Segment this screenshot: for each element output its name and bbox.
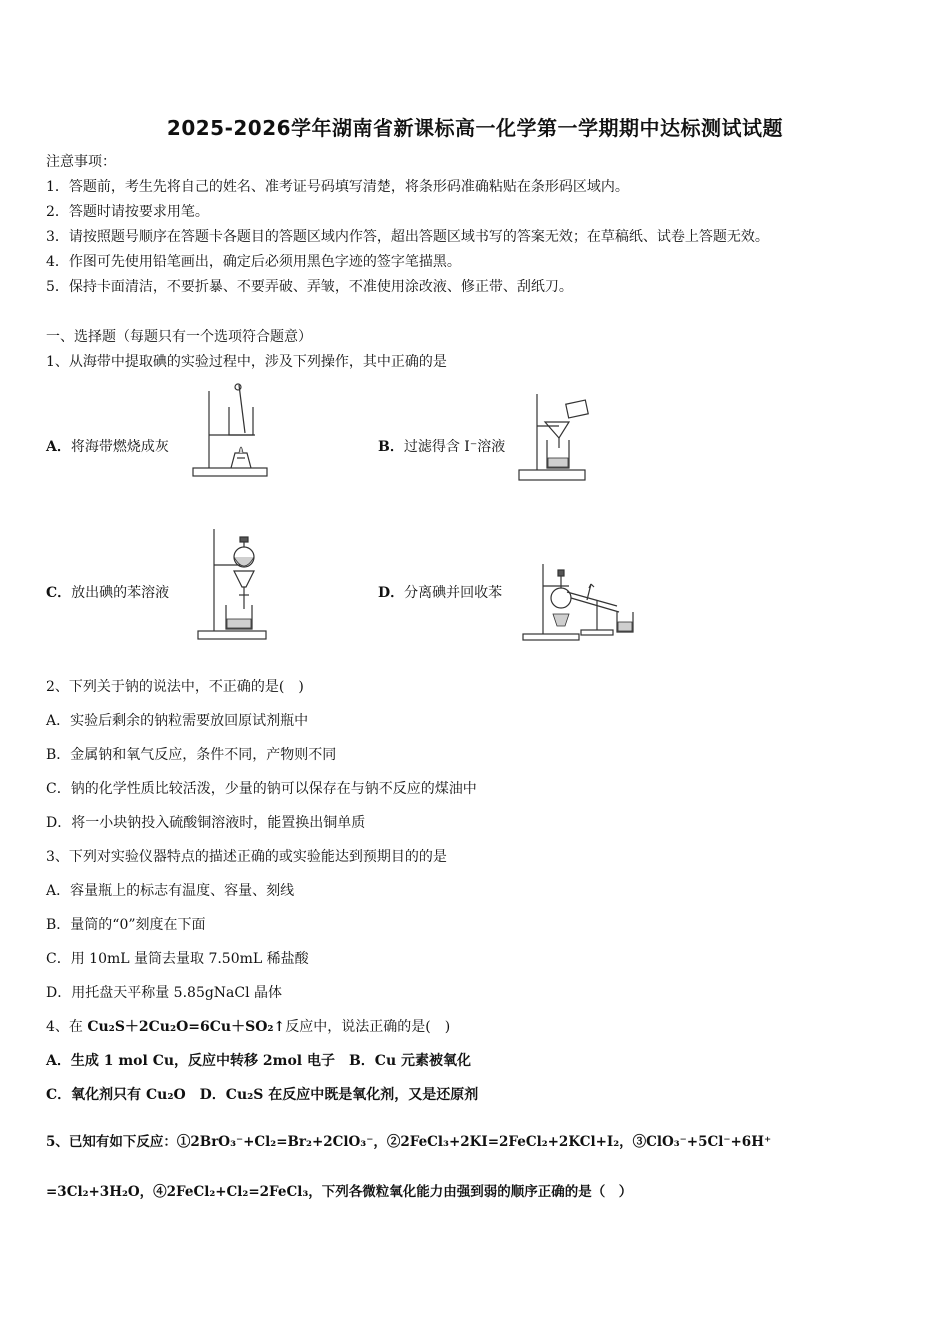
notice-item-3: 3．请按照题号顺序在答题卡各题目的答题区域内作答，超出答题区域书写的答案无效；在草稿纸、试卷上答题无效。	[46, 229, 769, 245]
burning-apparatus-figure	[193, 383, 273, 483]
notice-item-5: 5．保持卡面清洁，不要折暴、不要弄破、弄皱，不准使用涂改液、修正带、刮纸刀。	[46, 279, 573, 295]
distillation-apparatus-figure	[521, 560, 641, 645]
q2-option-b: B．金属钠和氧气反应，条件不同，产物则不同	[46, 747, 337, 763]
q2-option-d: D．将一小块钠投入硫酸铜溶液时，能置换出铜单质	[46, 815, 366, 831]
q1-option-d	[378, 582, 502, 602]
q4-reaction: Cu₂S＋2Cu₂O=6Cu＋SO₂↑	[87, 1019, 286, 1035]
alcohol-lamp	[231, 453, 251, 468]
stand-base	[193, 468, 267, 476]
q1-stem: 1、从海带中提取碘的实验过程中，涉及下列操作，其中正确的是	[46, 354, 447, 370]
q5-line-1: 5、已知有如下反应：①2BrO₃⁻+Cl₂=Br₂+2ClO₃⁻，②2FeCl₃+2KI=2FeCl₂+2KCl+I₂，③ClO₃⁻+5Cl⁻+6H⁺	[46, 1134, 772, 1150]
q1-option-a	[46, 436, 169, 456]
funnel	[545, 422, 569, 438]
separatory-funnel-figure	[196, 527, 276, 642]
notice-item-2: 2．答题时请按要求用笔。	[46, 204, 209, 220]
glass-rod	[239, 385, 245, 433]
beaker	[229, 407, 253, 435]
q1-option-a-text: 将海带燃烧成灰	[70, 439, 169, 455]
pouring-beaker	[566, 400, 588, 418]
q3-stem: 3、下列对实验仪器特点的描述正确的或实验能达到预期目的的是	[46, 849, 447, 865]
q1-option-b-label: B．	[378, 439, 404, 455]
q1-option-d-text: 分离碘并回收苯	[404, 585, 503, 601]
notice-item-1: 1．答题前，考生先将自己的姓名、准考证号码填写清楚，将条形码准确粘贴在条形码区域内。	[46, 179, 629, 195]
q1-option-b-text: 过滤得含 I⁻溶液	[403, 439, 506, 455]
section-heading: 一、选择题（每题只有一个选项符合题意）	[46, 329, 312, 345]
q1-option-c-text: 放出碘的苯溶液	[71, 585, 170, 601]
q4-stem	[46, 1018, 450, 1036]
page-title: 2025-2026学年湖南省新课标高一化学第一学期期中达标测试试题	[166, 116, 784, 140]
q3-option-b: B．量筒的“0”刻度在下面	[46, 917, 206, 933]
filtration-apparatus-figure	[517, 390, 597, 485]
q5-line-2: =3Cl₂+3H₂O，④2FeCl₂+Cl₂=2FeCl₃，下列各微粒氧化能力由强到弱的顺序正确的是（ ）	[46, 1184, 633, 1200]
q2-option-c: C．钠的化学性质比较活泼，少量的钠可以保存在与钠不反应的煤油中	[46, 781, 477, 797]
q1-option-c	[46, 582, 169, 602]
q4-options-line-1: A．生成 1 mol Cu，反应中转移 2mol 电子 B．Cu 元素被氧化	[46, 1053, 472, 1069]
q2-stem: 2、下列关于钠的说法中，不正确的是( )	[46, 679, 304, 695]
q4-stem-prefix: 4、在	[46, 1019, 88, 1035]
q3-option-c: C．用 10mL 量筒去量取 7.50mL 稀盐酸	[46, 951, 309, 967]
q1-option-a-label: A．	[46, 439, 71, 455]
q1-option-c-label: C．	[46, 585, 72, 601]
notice-item-4: 4．作图可先使用铅笔画出，确定后必须用黑色字迹的签字笔描黑。	[46, 254, 461, 270]
q4-stem-suffix: 反应中，说法正确的是( )	[285, 1019, 451, 1035]
q2-option-a: A．实验后剩余的钠粒需要放回原试剂瓶中	[46, 713, 309, 729]
notice-heading: 注意事项：	[46, 154, 116, 170]
q4-options-line-2: C．氧化剂只有 Cu₂O D．Cu₂S 在反应中既是氧化剂，又是还原剂	[46, 1087, 479, 1103]
q3-option-d: D．用托盘天平称量 5.85gNaCl 晶体	[46, 985, 283, 1001]
distilling-flask	[551, 588, 571, 608]
q3-option-a: A．容量瓶上的标志有温度、容量、刻线	[46, 883, 295, 899]
q1-option-d-label: D．	[378, 585, 405, 601]
q1-option-b	[378, 436, 505, 456]
